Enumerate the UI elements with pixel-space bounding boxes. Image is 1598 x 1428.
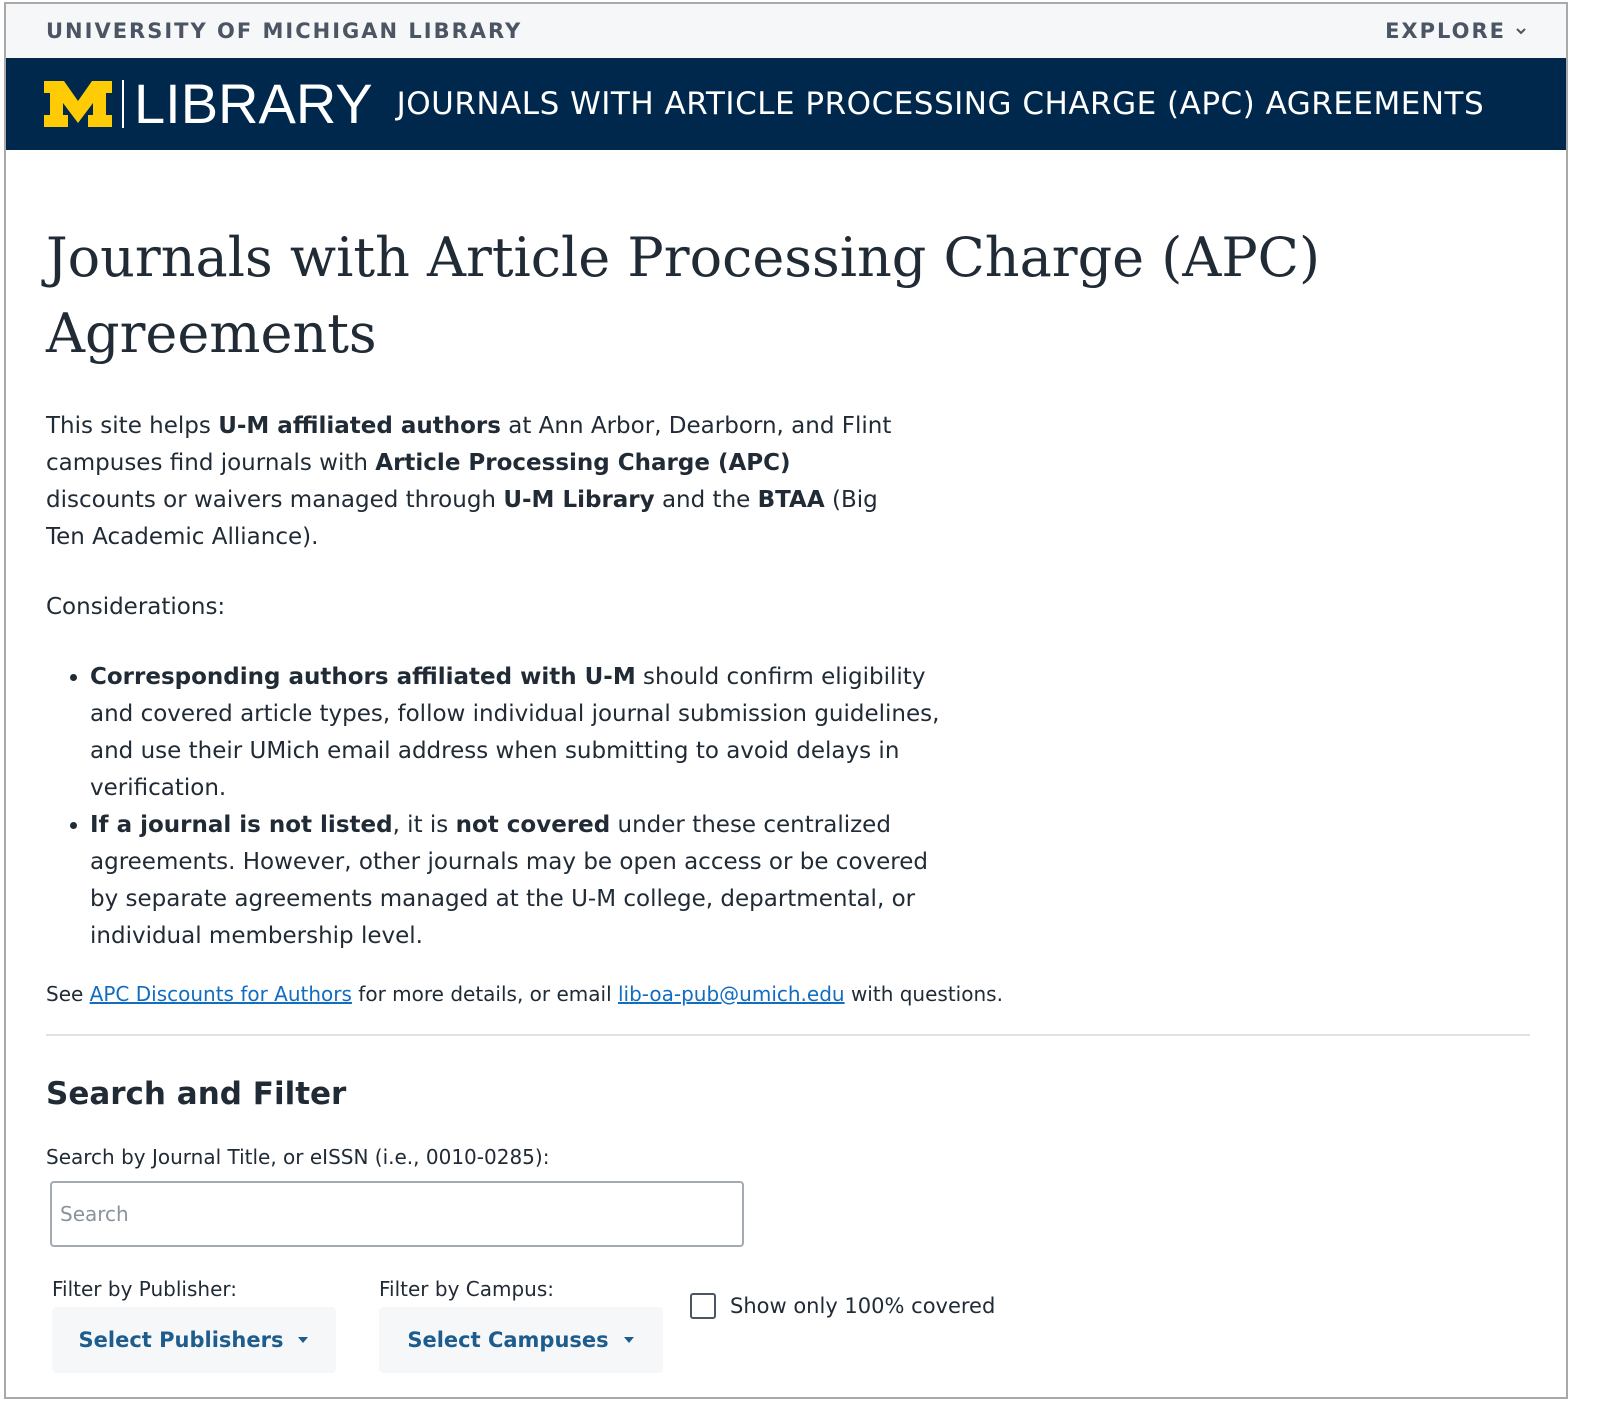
select-campuses-label: Select Campuses (407, 1328, 609, 1352)
intro-text: (Big Ten Academic Alliance). (46, 487, 878, 550)
bullet-text: should confirm eligibility and covered article types, follow individual journal submission guidelines, and use their UMich email address when submitting to avoid delays in verification. (90, 664, 940, 801)
intro-text: and the (654, 487, 758, 513)
campus-filter (379, 1277, 706, 1373)
page-title: Journals with Article Processing Charge (APC) Agreements (46, 226, 1321, 365)
block-m-icon (44, 81, 112, 127)
bullet-bold: Corresponding authors affiliated with U-M (90, 664, 636, 690)
search-input[interactable] (50, 1181, 744, 1247)
publisher-filter (52, 1277, 379, 1373)
caret-down-icon (297, 1336, 309, 1344)
intro-bold: Article Processing Charge (APC) (375, 450, 791, 476)
filters-row (46, 1277, 1530, 1373)
select-campuses-button[interactable] (379, 1307, 663, 1373)
brand-bar (6, 58, 1566, 150)
site-name[interactable]: UNIVERSITY OF MICHIGAN LIBRARY (46, 19, 523, 43)
select-publishers-button[interactable] (52, 1307, 336, 1373)
list-item (90, 659, 946, 807)
intro-text: This site helps (46, 413, 219, 439)
see-more-text: See (46, 982, 90, 1006)
covered-checkbox[interactable] (690, 1293, 716, 1319)
campus-filter-label: Filter by Campus: (379, 1277, 555, 1301)
covered-checkbox-group (690, 1293, 995, 1319)
intro-text: at Ann Arbor, Dearborn, and Flint campuses find journals with (46, 413, 892, 476)
covered-checkbox-label[interactable]: Show only 100% covered (730, 1294, 996, 1318)
publisher-filter-label: Filter by Publisher: (52, 1277, 237, 1301)
explore-menu[interactable] (1385, 19, 1528, 43)
select-publishers-label: Select Publishers (78, 1328, 284, 1352)
considerations-label: Considerations: (46, 594, 226, 620)
main-content (6, 220, 1566, 1373)
bullet-text: under these centralized agreements. However, other journals may be open access or be covered by separate agreements managed at the U-M college, departmental, or individual membership level. (90, 812, 928, 949)
bullet-bold: not covered (455, 812, 611, 838)
page-frame (4, 2, 1568, 1399)
explore-label: EXPLORE (1385, 19, 1506, 43)
library-wordmark: LIBRARY (134, 72, 373, 135)
see-more-text: for more details, or email (351, 982, 618, 1006)
bullet-text: , it is (392, 812, 456, 838)
intro-bold: U-M Library (503, 487, 655, 513)
intro-paragraph (46, 408, 906, 556)
considerations-list (46, 659, 946, 955)
logo-divider (122, 80, 124, 128)
site-banner-title[interactable]: JOURNALS WITH ARTICLE PROCESSING CHARGE (APC) AGREEMENTS (396, 86, 1485, 122)
search-label: Search by Journal Title, or eISSN (i.e., 0010-0285): (46, 1145, 550, 1169)
intro-bold: BTAA (757, 487, 825, 513)
bullet-bold: If a journal is not listed (90, 812, 393, 838)
intro-bold: U-M affiliated authors (218, 413, 501, 439)
list-item (90, 807, 946, 955)
caret-down-icon (623, 1336, 635, 1344)
utility-bar (6, 4, 1566, 58)
search-filter-heading: Search and Filter (46, 1076, 347, 1112)
chevron-down-icon (1514, 24, 1528, 38)
section-divider (46, 1034, 1530, 1036)
intro-text: discounts or waivers managed through (46, 487, 504, 513)
see-more-paragraph (46, 979, 1530, 1009)
library-logo[interactable] (44, 72, 373, 135)
apc-discounts-link[interactable]: APC Discounts for Authors (89, 982, 352, 1006)
email-link[interactable]: lib-oa-pub@umich.edu (618, 982, 845, 1006)
see-more-text: with questions. (844, 982, 1003, 1006)
